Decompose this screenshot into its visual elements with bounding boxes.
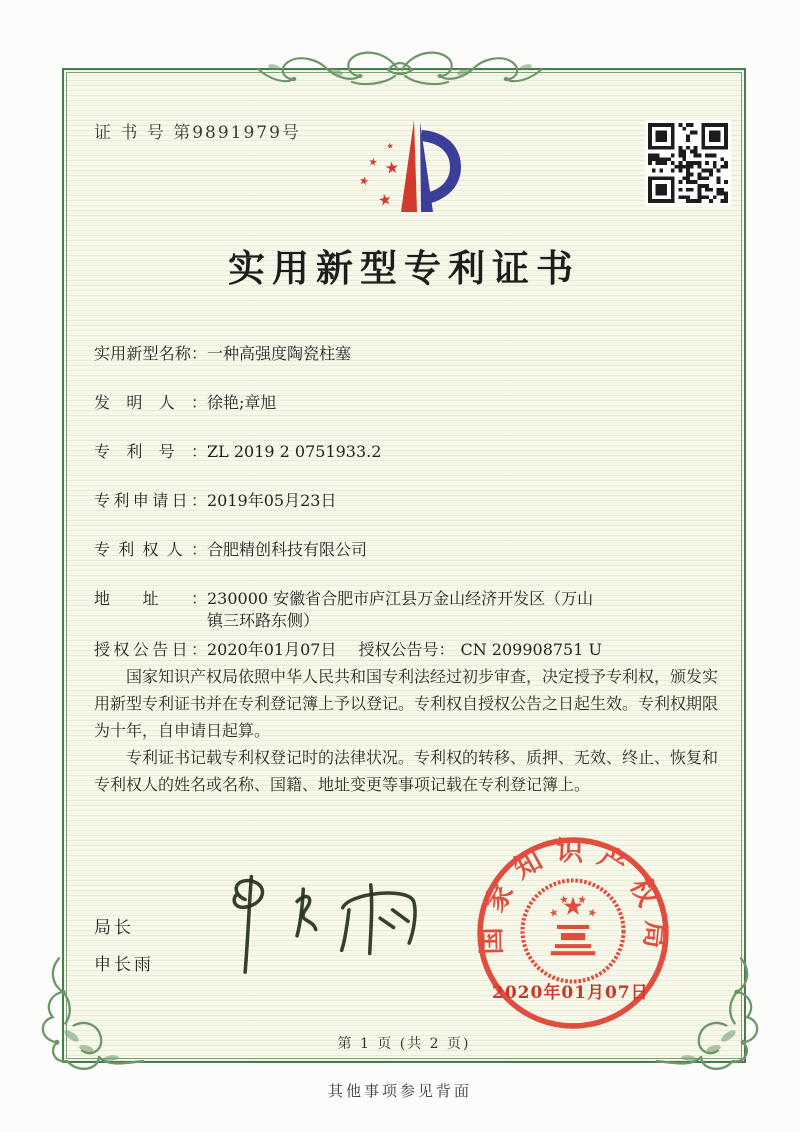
field-value: 2020年01月07日 (207, 640, 337, 659)
field-label: 授权公告号： (358, 640, 455, 659)
bottom-left-flourish-ornament (16, 952, 144, 1078)
field-value: 合肥精创科技有限公司 (207, 540, 368, 559)
certificate-title: 实用新型专利证书 (228, 246, 580, 290)
top-flourish-ornament (245, 36, 555, 98)
field-row-inventor (94, 392, 724, 414)
legal-paragraph-2: 专利证书记载专利权登记时的法律状况。专利权的转移、质押、无效、终止、恢复和专利权人的姓名或名称、国籍、地址变更等事项记载在专利登记簿上。 (94, 748, 719, 794)
field-value: 2019年05月23日 (207, 491, 337, 510)
field-row-filing-date (94, 490, 724, 512)
field-label: 实用新型名称： (94, 344, 207, 363)
field-value: 一种高强度陶瓷柱塞 (207, 344, 352, 363)
qr-code (645, 120, 731, 206)
field-label: 地址： (94, 589, 207, 608)
director-signature (214, 870, 432, 985)
field-label: 专利申请日： (94, 491, 207, 510)
field-row-name (94, 343, 724, 365)
seal-date: 2020年01月07日 (492, 983, 649, 1003)
bottom-right-flourish-ornament (656, 952, 784, 1078)
field-value: ZL 2019 2 0751933.2 (207, 442, 382, 461)
certificate-frame (62, 68, 746, 1063)
field-label: 授权公告日： (94, 640, 207, 659)
field-row-patent-no (94, 441, 724, 463)
certificate-number: 证 书 号 第9891979号 (94, 123, 301, 143)
field-label: 专利权人： (94, 540, 207, 559)
field-value: 徐艳;章旭 (207, 393, 277, 412)
signer-name: 申长雨 (94, 955, 154, 975)
fields-block (94, 343, 724, 688)
official-seal (472, 832, 674, 1034)
field-value: 230000 安徽省合肥市庐江县万金山经济开发区（万山镇三环路东侧） (207, 589, 594, 630)
cnipa-logo-icon (343, 112, 465, 214)
field-row-patentee (94, 539, 724, 561)
legal-paragraph-1: 国家知识产权局依照中华人民共和国专利法经过初步审查，决定授予专利权，颁发实用新型专利证书并在专利登记簿上予以登记。专利权自授权公告之日起生效。专利权期限为十年，自申请日起算。 (94, 667, 719, 740)
back-note: 其他事项参见背面 (327, 1082, 472, 1100)
field-value: CN 209908751 U (460, 640, 602, 659)
field-label: 发明人： (94, 393, 207, 412)
page-number: 第 1 页 (共 2 页) (337, 1036, 471, 1052)
field-row-grant (94, 639, 724, 661)
field-label: 专利号： (94, 442, 207, 461)
legal-text-block (94, 663, 718, 798)
field-row-address (94, 588, 724, 632)
signer-title: 局长 (94, 918, 134, 938)
seal-arc-text: 国家知识产权局 (474, 834, 673, 962)
field-grant-number (358, 639, 602, 661)
